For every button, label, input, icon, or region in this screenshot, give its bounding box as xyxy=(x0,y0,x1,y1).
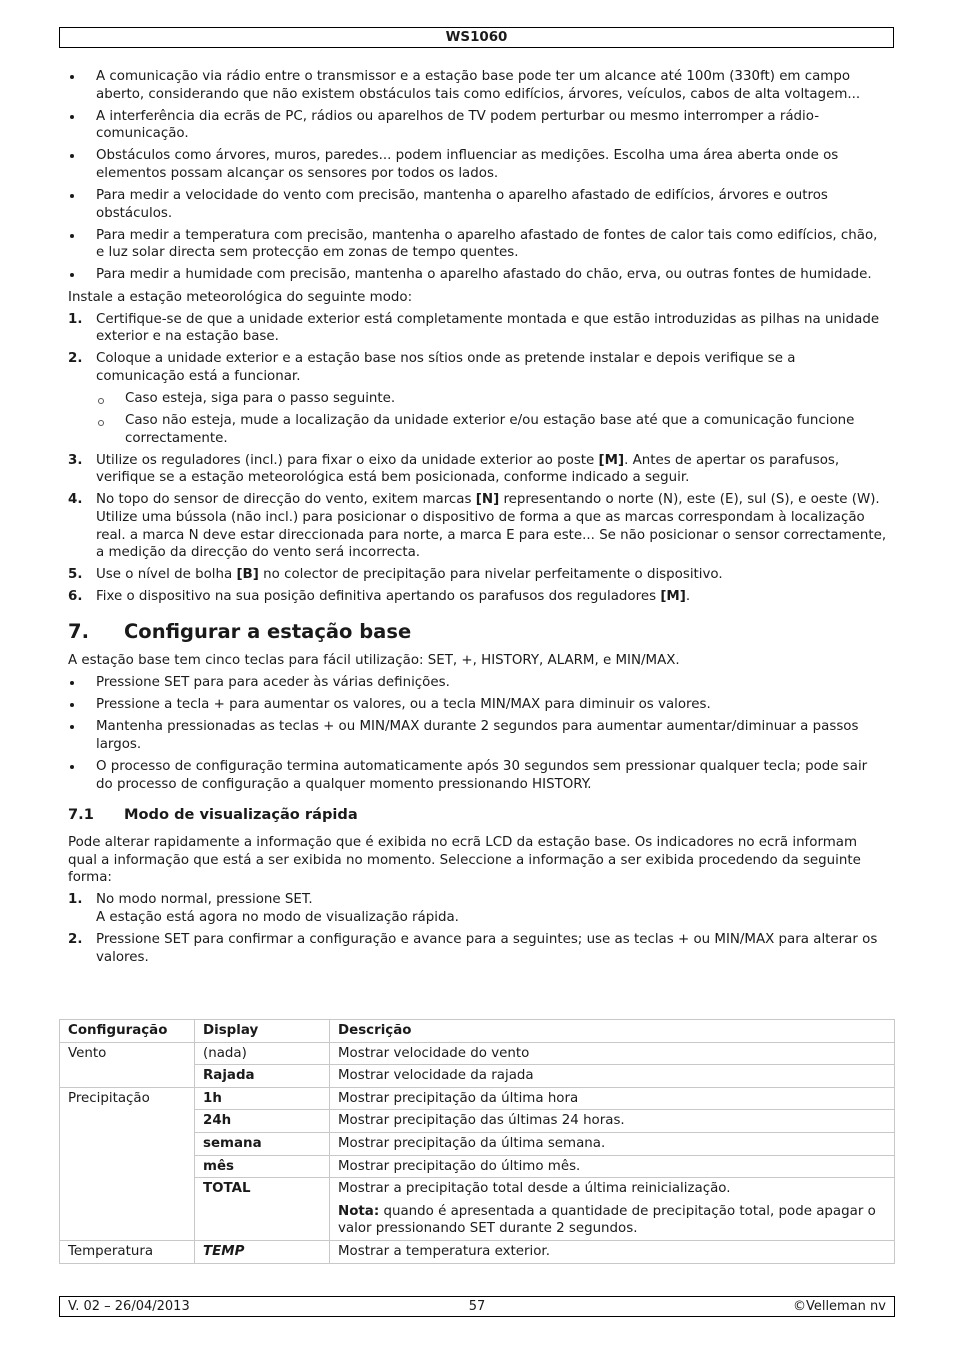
bullet-list-config xyxy=(68,674,888,793)
subsection-number: 7.1 xyxy=(68,806,94,824)
description-cell: Mostrar precipitação das últimas 24 horas. xyxy=(330,1110,895,1133)
list-item: Pressione SET para para aceder às várias definições. xyxy=(68,674,888,692)
substep-list xyxy=(68,390,888,447)
step-text: No topo do sensor de direcção do vento, exitem marcas xyxy=(96,492,476,508)
step-number: 3. xyxy=(68,452,83,468)
step-text: No modo normal, pressione SET. xyxy=(96,892,313,908)
page-number: 57 xyxy=(468,1299,486,1314)
table-row xyxy=(60,1042,895,1065)
step-item xyxy=(68,452,888,487)
section-intro: A estação base tem cinco teclas para fácil utilização: SET, +, HISTORY, ALARM, e MIN/MAX. xyxy=(68,653,680,669)
step-text: Coloque a unidade exterior e a estação base nos sítios onde as pretende instalar e depois verifique se a comunicação está a funcionar. xyxy=(96,351,796,384)
bullet-list-top xyxy=(68,68,888,284)
note-text xyxy=(338,1203,886,1238)
list-item: Mantenha pressionadas as teclas + ou MIN/MAX durante 2 segundos para aumentar aumentar/diminuar a passos largos. xyxy=(68,718,888,753)
install-steps xyxy=(68,311,888,386)
section-number: 7. xyxy=(68,620,89,644)
header-title: WS1060 xyxy=(445,30,508,45)
display-cell xyxy=(195,1087,330,1110)
subsection-title: Modo de visualização rápida xyxy=(124,806,358,824)
substep-item: Caso esteja, siga para o passo seguinte. xyxy=(68,390,888,408)
ref-n: [N] xyxy=(475,492,500,508)
display-cell xyxy=(195,1240,330,1263)
description-cell: Mostrar precipitação da última semana. xyxy=(330,1132,895,1155)
display-cell xyxy=(195,1110,330,1133)
description-cell: Mostrar velocidade do vento xyxy=(330,1042,895,1065)
step-item xyxy=(68,588,888,606)
note-body: quando é apresentada a quantidade de precipitação total, pode apagar o valor pressionando SET durante 2 segundos. xyxy=(338,1203,876,1237)
step-number: 1. xyxy=(68,311,83,327)
table-row xyxy=(60,1087,895,1110)
footer-version: V. 02 – 26/04/2013 xyxy=(68,1299,190,1314)
config-cell: Vento xyxy=(60,1042,195,1087)
install-steps-continued xyxy=(68,452,888,606)
step-number: 4. xyxy=(68,492,83,508)
step-item xyxy=(68,350,888,385)
footer-copyright: ©Velleman nv xyxy=(792,1299,886,1314)
display-value: 24h xyxy=(203,1113,232,1129)
step-number: 5. xyxy=(68,567,83,583)
step-number: 6. xyxy=(68,589,83,605)
display-cell xyxy=(195,1155,330,1178)
display-cell xyxy=(195,1178,330,1241)
section-heading xyxy=(68,620,888,644)
page-content xyxy=(68,68,888,971)
settings-table xyxy=(59,1019,895,1264)
quick-view-steps xyxy=(68,891,888,966)
step-text: . xyxy=(685,589,691,605)
ref-b: [B] xyxy=(236,567,259,583)
display-cell xyxy=(195,1065,330,1088)
step-text: Certifique-se de que a unidade exterior está completamente montada e que estão introduzidas as pilhas na unidade exterior e na estação base. xyxy=(96,311,880,345)
table-header-row xyxy=(60,1020,895,1043)
display-value: 1h xyxy=(203,1090,222,1106)
list-item: A interferência dia ecrãs de PC, rádios ou aparelhos de TV podem perturbar ou mesmo interromper a rádio-comunicação. xyxy=(68,108,888,143)
list-item: A comunicação via rádio entre o transmissor e a estação base pode ter um alcance até 100m (330ft) em campo aberto, considerando que não existem obstáculos tais como edifícios, árvores, veículos, cabos de alta voltagem... xyxy=(68,68,888,103)
step-item xyxy=(68,566,888,584)
step-item xyxy=(68,311,888,346)
step-text: Use o nível de bolha xyxy=(96,567,237,583)
table-row xyxy=(60,1240,895,1263)
display-value: TOTAL xyxy=(203,1181,251,1197)
display-cell: (nada) xyxy=(195,1042,330,1065)
description-cell: Mostrar precipitação do último mês. xyxy=(330,1155,895,1178)
step-text: A estação está agora no modo de visualização rápida. xyxy=(96,910,459,926)
step-number: 2. xyxy=(68,351,83,367)
step-number: 2. xyxy=(68,932,83,948)
list-item: Para medir a velocidade do vento com precisão, mantenha o aparelho afastado de edifícios, árvores e outros obstáculos. xyxy=(68,187,888,222)
column-header: Display xyxy=(195,1020,330,1043)
description-text: Mostrar a precipitação total desde a última reinicialização. xyxy=(338,1181,731,1197)
config-cell: Temperatura xyxy=(60,1240,195,1263)
column-header: Descrição xyxy=(330,1020,895,1043)
ref-m: [M] xyxy=(598,452,625,468)
step-text: representando o norte (N), este (E), sul (S), e oeste (W). Utilize uma bússola (não incl.) para posicionar o dispositivo de forma a que as marcas correspondam à localização real. a marca N deve estar direccionada para norte, a marca E para este... Se não posicionar o sensor correctamente, a medição da direcção do vento será incorrecta. xyxy=(96,492,887,561)
description-cell: Mostrar velocidade da rajada xyxy=(330,1065,895,1088)
display-value: mês xyxy=(203,1158,235,1174)
step-item xyxy=(68,491,888,561)
config-cell: Precipitação xyxy=(60,1087,195,1240)
column-header: Configuração xyxy=(60,1020,195,1043)
note-label: Nota: xyxy=(338,1203,380,1219)
display-value: semana xyxy=(203,1135,262,1151)
step-text: Pressione SET para confirmar a configuração e avance para a seguintes; use as teclas + ou MIN/MAX para alterar os valores. xyxy=(96,932,878,965)
display-cell xyxy=(195,1132,330,1155)
section-title: Configurar a estação base xyxy=(124,620,412,644)
list-item: Para medir a temperatura com precisão, mantenha o aparelho afastado de fontes de calor tais como edifícios, chão, e luz solar directa sem protecção em zonas de tempo quentes. xyxy=(68,227,888,262)
display-value: TEMP xyxy=(203,1243,245,1259)
install-intro: Instale a estação meteorológica do seguinte modo: xyxy=(68,289,413,305)
step-item xyxy=(68,931,888,966)
description-cell: Mostrar precipitação da última hora xyxy=(330,1087,895,1110)
document-footer xyxy=(59,1296,895,1317)
display-value: Rajada xyxy=(203,1068,255,1084)
step-number: 1. xyxy=(68,892,83,908)
substep-item: Caso não esteja, mude a localização da unidade exterior e/ou estação base até que a comunicação funcione correctamente. xyxy=(68,412,888,447)
step-item xyxy=(68,891,888,926)
step-text: Fixe o dispositivo na sua posição definitiva apertando os parafusos dos reguladores xyxy=(96,589,661,605)
list-item: O processo de configuração termina automaticamente após 30 segundos sem pressionar qualquer tecla; pode sair do processo de configuração a qualquer momento pressionando HISTORY. xyxy=(68,758,888,793)
ref-m: [M] xyxy=(660,589,686,605)
description-cell: Mostrar a temperatura exterior. xyxy=(330,1240,895,1263)
step-text: Utilize os reguladores (incl.) para fixar o eixo da unidade exterior ao poste xyxy=(96,452,599,468)
subsection-intro: Pode alterar rapidamente a informação que é exibida no ecrã LCD da estação base. Os indicadores no ecrã informam qual a informação que está a ser exibida no momento. Seleccione a informação a ser exibida procedendo da seguinte forma: xyxy=(68,835,861,886)
list-item: Para medir a humidade com precisão, mantenha o aparelho afastado do chão, erva, ou outras fontes de humidade. xyxy=(68,266,888,284)
list-item: Obstáculos como árvores, muros, paredes... podem influenciar as medições. Escolha uma área aberta onde os elementos possam alcançar os sensores por todos os lados. xyxy=(68,147,888,182)
document-header xyxy=(59,27,894,48)
step-text: no colector de precipitação para nivelar perfeitamente o dispositivo. xyxy=(258,567,723,583)
list-item: Pressione a tecla + para aumentar os valores, ou a tecla MIN/MAX para diminuir os valores. xyxy=(68,696,888,714)
description-cell xyxy=(330,1178,895,1241)
subsection-heading xyxy=(68,805,888,825)
step-text: . Antes de apertar os parafusos, verifique se a estação meteorológica está bem posicionada, conforme indicado a seguir. xyxy=(96,452,840,486)
